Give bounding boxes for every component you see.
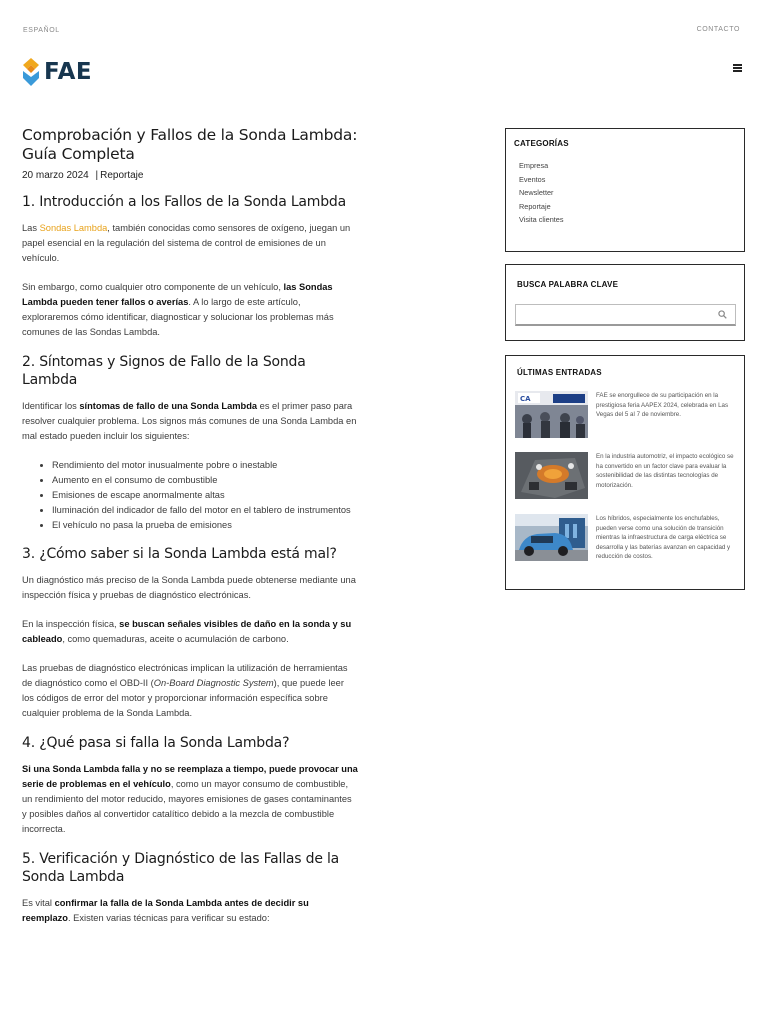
post-excerpt: En la industria automotriz, el impacto ecológico se ha convertido en un factor clave para evaluar la sostenibilidad de las distintas tecnologías de motorización. — [596, 453, 734, 489]
section-1-paragraph-1: Las Sondas Lambda, también conocidas como sensores de oxígeno, juegan un papel esencial en la regulación del sistema de control de emisiones de un vehículo. — [22, 223, 351, 263]
section-1-heading: 1. Introducción a los Fallos de la Sonda Lambda — [22, 194, 346, 210]
category-item-eventos[interactable]: Eventos — [519, 174, 546, 184]
post-thumbnail[interactable] — [515, 391, 588, 438]
latest-posts-widget — [505, 355, 745, 590]
article — [22, 126, 358, 926]
categories-title: CATEGORÍAS — [514, 139, 569, 148]
list-item: • Emisiones de escape anormalmente altas — [52, 488, 358, 503]
top-bar — [0, 0, 768, 50]
list-item: • Iluminación del indicador de fallo del motor en el tablero de instrumentos — [52, 503, 358, 518]
section-4-paragraph-1: Si una Sonda Lambda falla y no se reemplaza a tiempo, puede provocar una serie de problemas en el vehículo, como un mayor consumo de combustible, un rendimiento del motor reducido, mayores emisiones de gases contaminantes y posibles daños al convertidor catalítico debido a la mezcla de combustible incorrecta. — [22, 764, 358, 834]
hamburger-menu-icon[interactable] — [733, 64, 742, 72]
symptoms-list — [22, 458, 358, 533]
search-widget — [505, 264, 745, 341]
search-box — [515, 304, 736, 326]
latest-post-3[interactable] — [515, 514, 737, 562]
section-3-paragraph-3: Las pruebas de diagnóstico electrónicas implican la utilización de herramientas de diagnóstico como el OBD-II (On-Board Diagnostic System), que puede leer los códigos de error del motor y proporcionar información específica sobre cualquier problema de la Sonda Lambda. — [22, 663, 348, 718]
post-excerpt: Los híbridos, especialmente los enchufables, pueden verse como una solución de transición mientras la infraestructura de carga eléctrica se desarrolla y las baterías avanzan en capacidad y reducción de costos. — [596, 515, 731, 561]
search-input[interactable] — [516, 306, 706, 325]
fae-logo-mark-icon — [22, 57, 40, 87]
category-item-newsletter[interactable]: Newsletter — [519, 188, 554, 197]
search-icon[interactable] — [718, 310, 727, 319]
article-title: Comprobación y Fallos de la Sonda Lambda: Guía Completa — [22, 126, 358, 163]
section-3-paragraph-1: Un diagnóstico más preciso de la Sonda Lambda puede obtenerse mediante una inspección física y pruebas de diagnóstico electrónicas. — [22, 575, 356, 600]
language-link[interactable]: ESPAÑOL — [23, 27, 60, 34]
article-category-link[interactable]: Reportaje — [100, 170, 144, 181]
category-item-empresa[interactable]: Empresa — [519, 161, 549, 170]
section-5-paragraph-1: Es vital confirmar la falla de la Sonda Lambda antes de decidir su reemplazo. Existen varias técnicas para verificar su estado: — [22, 898, 309, 923]
list-item: • Aumento en el consumo de combustible — [52, 473, 358, 488]
section-3-paragraph-2: En la inspección física, se buscan señales visibles de daño en la sonda y su cableado, como quemaduras, aceite o acumulación de carbono. — [22, 619, 352, 644]
search-title: BUSCA PALABRA CLAVE — [517, 280, 619, 289]
svg-text:CA: CA — [520, 395, 531, 403]
list-item: • El vehículo no pasa la prueba de emisiones — [52, 518, 358, 533]
sondas-lambda-link[interactable]: Sondas Lambda — [39, 223, 108, 233]
section-1-paragraph-2: Sin embargo, como cualquier otro componente de un vehículo, las Sondas Lambda pueden tener fallos o averías. A lo largo de este artículo, exploraremos cómo identificar, diagnosticar y solucionar los problemas más comunes de las Sondas Lambda. — [22, 282, 334, 337]
category-item-reportaje[interactable]: Reportaje — [519, 201, 551, 211]
latest-posts-title: ÚLTIMAS ENTRADAS — [517, 368, 602, 377]
latest-post-1[interactable] — [515, 391, 737, 439]
article-meta: 20 marzo 2024 | Reportaje — [22, 170, 144, 181]
section-4-heading: 4. ¿Qué pasa si falla la Sonda Lambda? — [22, 735, 290, 751]
post-excerpt: FAE se enorgullece de su participación en la prestigiosa feria AAPEX 2024, celebrada en Las Vegas del 5 al 7 de noviembre. — [596, 392, 729, 419]
category-item-visita-clientes[interactable]: Visita clientes — [519, 215, 564, 224]
contact-link[interactable]: CONTACTO — [696, 26, 740, 33]
logo-text: FAE — [44, 59, 93, 85]
latest-post-2[interactable] — [515, 452, 737, 500]
list-item: • Rendimiento del motor inusualmente pobre o inestable — [52, 458, 358, 473]
section-2-heading: 2. Síntomas y Signos de Fallo de la Sonda Lambda — [22, 354, 306, 388]
section-2-paragraph-1: Identificar los síntomas de fallo de una Sonda Lambda es el primer paso para resolver cualquier problema. Los signos más comunes de una Sonda Lambda en mal estado pueden incluir los siguientes: — [22, 401, 357, 441]
section-3-heading: 3. ¿Cómo saber si la Sonda Lambda está mal? — [22, 546, 337, 562]
article-date: 20 marzo 2024 — [22, 170, 89, 181]
categories-widget — [505, 128, 745, 252]
post-thumbnail[interactable] — [515, 452, 588, 499]
post-thumbnail[interactable] — [515, 514, 588, 561]
section-5-heading: 5. Verificación y Diagnóstico de las Fallas de la Sonda Lambda — [22, 851, 340, 885]
site-logo[interactable] — [22, 56, 92, 88]
categories-list — [519, 159, 563, 227]
